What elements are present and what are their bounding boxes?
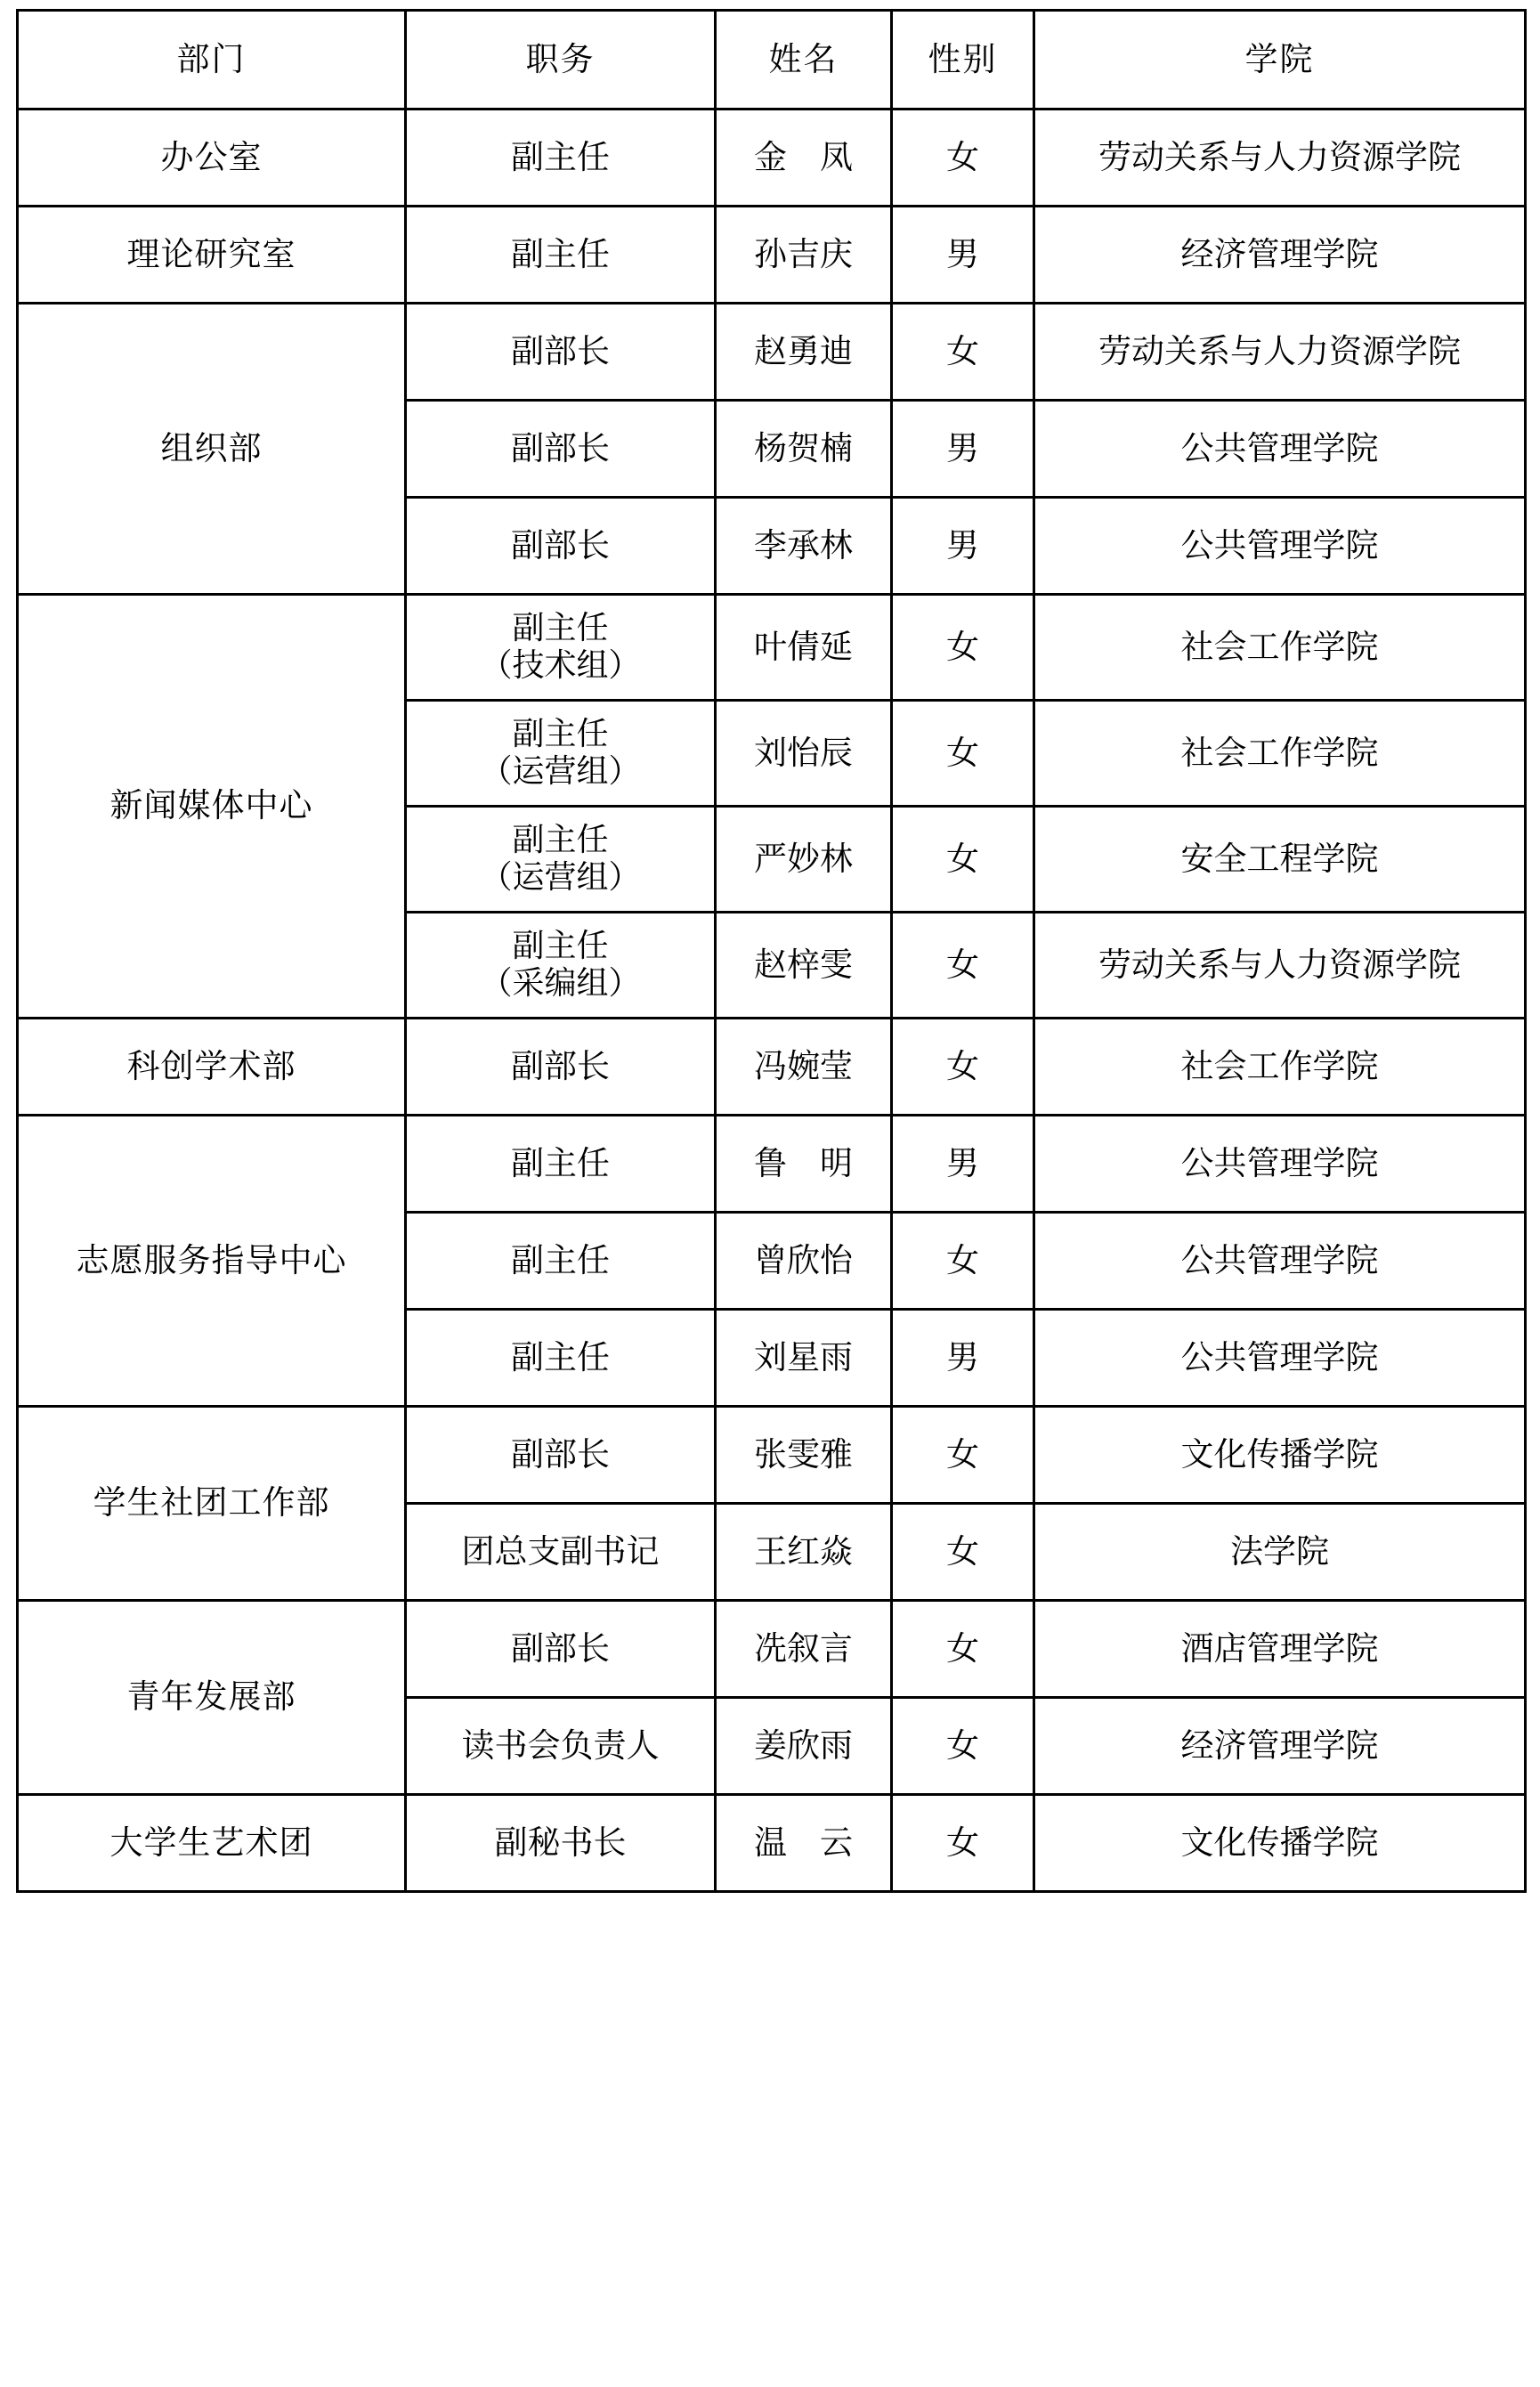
table-row bbox=[18, 304, 1526, 401]
position-line: 副主任 bbox=[512, 609, 609, 646]
cell-position: 副秘书长 bbox=[406, 1795, 716, 1892]
cell-name: 刘星雨 bbox=[716, 1310, 892, 1407]
table-row bbox=[18, 595, 1526, 701]
cell-position: 副主任 bbox=[406, 1310, 716, 1407]
cell-position: 团总支副书记 bbox=[406, 1504, 716, 1601]
cell-name: 孙吉庆 bbox=[716, 207, 892, 304]
position-line: 副主任 bbox=[512, 927, 609, 964]
cell-position bbox=[406, 913, 716, 1019]
cell-name: 赵勇迪 bbox=[716, 304, 892, 401]
cell-college: 文化传播学院 bbox=[1034, 1407, 1526, 1504]
cell-gender: 男 bbox=[892, 1116, 1034, 1213]
cell-name: 严妙林 bbox=[716, 807, 892, 913]
cell-name: 温 云 bbox=[716, 1795, 892, 1892]
cell-college: 公共管理学院 bbox=[1034, 1310, 1526, 1407]
cell-name: 曾欣怡 bbox=[716, 1213, 892, 1310]
cell-college: 酒店管理学院 bbox=[1034, 1601, 1526, 1698]
column-header-gender: 性别 bbox=[892, 11, 1034, 110]
cell-college: 安全工程学院 bbox=[1034, 807, 1526, 913]
table-body bbox=[18, 110, 1526, 1892]
cell-college: 法学院 bbox=[1034, 1504, 1526, 1601]
table-header bbox=[18, 11, 1526, 110]
column-header-name: 姓名 bbox=[716, 11, 892, 110]
cell-college: 经济管理学院 bbox=[1034, 1698, 1526, 1795]
cell-college: 经济管理学院 bbox=[1034, 207, 1526, 304]
table-row bbox=[18, 1407, 1526, 1504]
column-header-position: 职务 bbox=[406, 11, 716, 110]
cell-department: 学生社团工作部 bbox=[18, 1407, 406, 1601]
cell-gender: 女 bbox=[892, 1504, 1034, 1601]
table-row bbox=[18, 110, 1526, 207]
cell-college: 社会工作学院 bbox=[1034, 1019, 1526, 1116]
cell-position: 副部长 bbox=[406, 498, 716, 595]
cell-position: 副主任 bbox=[406, 207, 716, 304]
cell-gender: 男 bbox=[892, 498, 1034, 595]
cell-gender: 女 bbox=[892, 807, 1034, 913]
cell-gender: 女 bbox=[892, 1407, 1034, 1504]
cell-position: 副部长 bbox=[406, 401, 716, 498]
cell-gender: 女 bbox=[892, 1795, 1034, 1892]
cell-college: 劳动关系与人力资源学院 bbox=[1034, 110, 1526, 207]
table-row bbox=[18, 1795, 1526, 1892]
cell-college: 劳动关系与人力资源学院 bbox=[1034, 913, 1526, 1019]
cell-gender: 女 bbox=[892, 110, 1034, 207]
cell-gender: 女 bbox=[892, 595, 1034, 701]
position-line: （技术组） bbox=[480, 647, 641, 684]
column-header-college: 学院 bbox=[1034, 11, 1526, 110]
table-row bbox=[18, 1116, 1526, 1213]
cell-gender: 女 bbox=[892, 913, 1034, 1019]
cell-position: 副主任 bbox=[406, 110, 716, 207]
cell-name: 王红焱 bbox=[716, 1504, 892, 1601]
cell-position bbox=[406, 595, 716, 701]
cell-gender: 男 bbox=[892, 1310, 1034, 1407]
cell-gender: 女 bbox=[892, 304, 1034, 401]
cell-name: 冼叙言 bbox=[716, 1601, 892, 1698]
cell-name: 赵梓雯 bbox=[716, 913, 892, 1019]
cell-position: 读书会负责人 bbox=[406, 1698, 716, 1795]
column-header-department: 部门 bbox=[18, 11, 406, 110]
position-line: （运营组） bbox=[480, 753, 641, 790]
cell-name: 张雯雅 bbox=[716, 1407, 892, 1504]
cell-position: 副部长 bbox=[406, 1019, 716, 1116]
cell-position bbox=[406, 807, 716, 913]
cell-name: 冯婉莹 bbox=[716, 1019, 892, 1116]
table-row bbox=[18, 1601, 1526, 1698]
leadership-roster-table bbox=[16, 9, 1527, 1893]
cell-college: 文化传播学院 bbox=[1034, 1795, 1526, 1892]
cell-college: 劳动关系与人力资源学院 bbox=[1034, 304, 1526, 401]
cell-department: 志愿服务指导中心 bbox=[18, 1116, 406, 1407]
cell-position: 副部长 bbox=[406, 304, 716, 401]
table-row bbox=[18, 207, 1526, 304]
cell-department: 理论研究室 bbox=[18, 207, 406, 304]
cell-college: 社会工作学院 bbox=[1034, 595, 1526, 701]
cell-college: 公共管理学院 bbox=[1034, 498, 1526, 595]
cell-college: 公共管理学院 bbox=[1034, 1213, 1526, 1310]
cell-gender: 女 bbox=[892, 1698, 1034, 1795]
cell-name: 杨贺楠 bbox=[716, 401, 892, 498]
cell-gender: 女 bbox=[892, 1601, 1034, 1698]
position-line: （运营组） bbox=[480, 859, 641, 896]
cell-gender: 女 bbox=[892, 1019, 1034, 1116]
cell-position: 副主任 bbox=[406, 1116, 716, 1213]
cell-gender: 女 bbox=[892, 701, 1034, 807]
cell-position bbox=[406, 701, 716, 807]
cell-department: 科创学术部 bbox=[18, 1019, 406, 1116]
position-line: （采编组） bbox=[480, 965, 641, 1002]
cell-department: 新闻媒体中心 bbox=[18, 595, 406, 1019]
cell-college: 公共管理学院 bbox=[1034, 1116, 1526, 1213]
cell-department: 办公室 bbox=[18, 110, 406, 207]
cell-position: 副部长 bbox=[406, 1601, 716, 1698]
position-line: 副主任 bbox=[512, 821, 609, 858]
cell-name: 鲁 明 bbox=[716, 1116, 892, 1213]
cell-college: 公共管理学院 bbox=[1034, 401, 1526, 498]
cell-department: 青年发展部 bbox=[18, 1601, 406, 1795]
cell-gender: 男 bbox=[892, 207, 1034, 304]
table-header-row bbox=[18, 11, 1526, 110]
cell-name: 姜欣雨 bbox=[716, 1698, 892, 1795]
cell-department: 大学生艺术团 bbox=[18, 1795, 406, 1892]
cell-college: 社会工作学院 bbox=[1034, 701, 1526, 807]
cell-name: 刘怡辰 bbox=[716, 701, 892, 807]
cell-name: 金 凤 bbox=[716, 110, 892, 207]
cell-position: 副主任 bbox=[406, 1213, 716, 1310]
cell-name: 叶倩延 bbox=[716, 595, 892, 701]
cell-gender: 女 bbox=[892, 1213, 1034, 1310]
position-line: 副主任 bbox=[512, 715, 609, 752]
cell-name: 李承林 bbox=[716, 498, 892, 595]
table-row bbox=[18, 1019, 1526, 1116]
cell-department: 组织部 bbox=[18, 304, 406, 595]
cell-position: 副部长 bbox=[406, 1407, 716, 1504]
cell-gender: 男 bbox=[892, 401, 1034, 498]
